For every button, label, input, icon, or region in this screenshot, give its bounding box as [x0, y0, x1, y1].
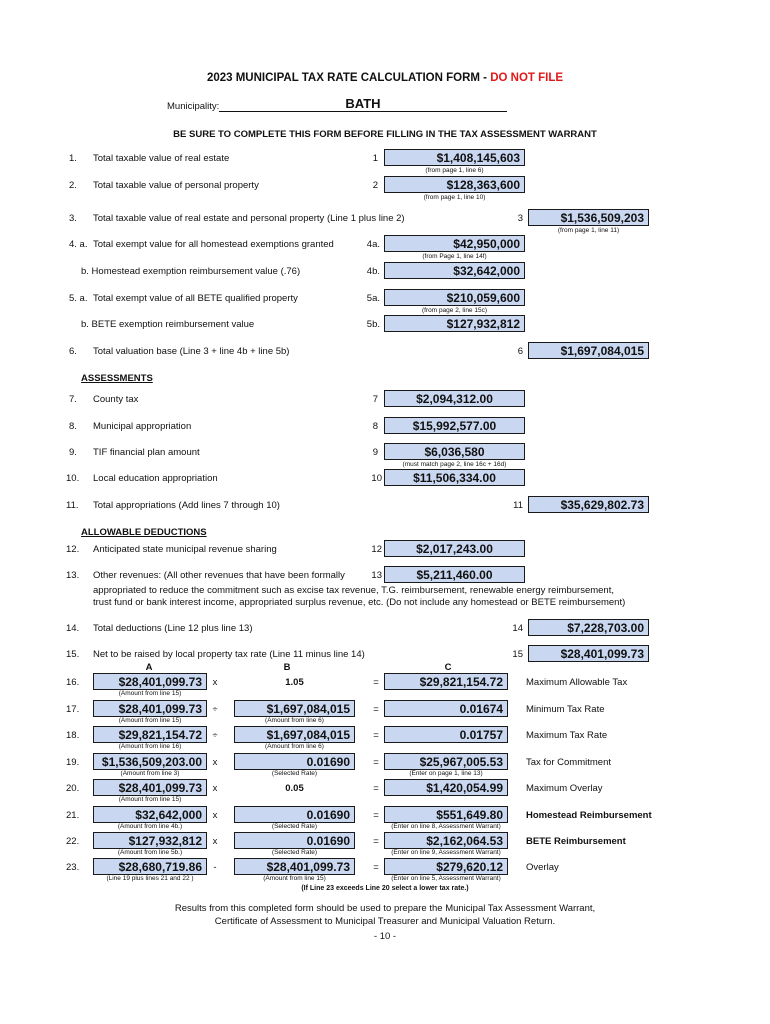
- calc-row-number: 21.: [66, 810, 80, 821]
- line-3-number: 3.: [69, 213, 77, 224]
- line-13-continuation-2: trust fund or bank interest income, appropriated surplus revenue, etc. (Do not include any homestead or BETE reimbursement): [93, 597, 626, 608]
- line-5b-desc: b. BETE exemption reimbursement value: [81, 319, 255, 330]
- line-5b-ref: 5b.: [366, 319, 380, 330]
- line-8-number: 8.: [69, 421, 77, 432]
- line-4a-note: (from Page 1, line 14f): [422, 253, 487, 260]
- column-a-note: (Amount from line 4b.): [117, 823, 183, 830]
- line-9-ref: 9: [372, 447, 378, 458]
- calc-row-number: 17.: [66, 704, 80, 715]
- line-3-desc: Total taxable value of real estate and personal property (Line 1 plus line 2): [93, 213, 405, 224]
- line-7-ref: 7: [372, 394, 378, 405]
- equals-sign: =: [373, 783, 379, 794]
- calc-row-number: 23.: [66, 862, 80, 873]
- instruction-heading: BE SURE TO COMPLETE THIS FORM BEFORE FILLING IN THE TAX ASSESSMENT WARRANT: [173, 129, 597, 140]
- line-13-value[interactable]: $5,211,460.00: [384, 566, 525, 583]
- operator: x: [212, 783, 218, 794]
- line-12-value[interactable]: $2,017,243.00: [384, 540, 525, 557]
- row-result-label: Tax for Commitment: [526, 757, 611, 768]
- deductions-heading: ALLOWABLE DEDUCTIONS: [81, 527, 207, 538]
- column-a-note: (Amount from line 15): [118, 717, 182, 724]
- line-5b-value[interactable]: $127,932,812: [384, 315, 525, 332]
- line-13-number: 13.: [66, 570, 80, 581]
- column-a-note: (Amount from line 5b.): [117, 849, 183, 856]
- line-1-value[interactable]: $1,408,145,603: [384, 149, 525, 166]
- line-7-desc: County tax: [93, 394, 139, 405]
- row-result-label: BETE Reimbursement: [526, 836, 626, 847]
- line-13-continuation-1: appropriated to reduce the commitment such as excise tax revenue, T.G. reimbursement, renewable energy reimbursement,: [93, 585, 614, 596]
- line-14-ref: 14: [512, 623, 523, 634]
- line-10-number: 10.: [66, 473, 80, 484]
- line-11-value[interactable]: $35,629,802.73: [528, 496, 649, 513]
- equals-sign: =: [373, 836, 379, 847]
- row-result-label: Maximum Overlay: [526, 783, 603, 794]
- assessments-heading: ASSESSMENTS: [81, 373, 153, 384]
- line-4a-desc: Total exempt value for all homestead exemptions granted: [93, 239, 334, 250]
- column-c-value[interactable]: $2,162,064.53: [384, 832, 508, 849]
- column-b-value[interactable]: $1,697,084,015: [234, 726, 355, 743]
- column-b-header: B: [283, 662, 291, 673]
- operator: x: [212, 836, 218, 847]
- line-4a-number: 4. a.: [69, 239, 88, 250]
- row-result-label: Homestead Reimbursement: [526, 810, 652, 821]
- column-b-value[interactable]: 0.01690: [234, 753, 355, 770]
- line-10-desc: Local education appropriation: [93, 473, 218, 484]
- line-4b-desc: b. Homestead exemption reimbursement value (.76): [81, 266, 301, 277]
- column-b-note: (Amount from line 15): [263, 875, 326, 882]
- calc-row-number: 19.: [66, 757, 80, 768]
- line-5a-desc: Total exempt value of all BETE qualified property: [93, 293, 298, 304]
- column-c-value[interactable]: $25,967,005.53: [384, 753, 508, 770]
- line-14-number: 14.: [66, 623, 80, 634]
- line-10-value[interactable]: $11,506,334.00: [384, 469, 525, 486]
- calc-row-number: 22.: [66, 836, 80, 847]
- title-do-not-file: DO NOT FILE: [490, 72, 564, 84]
- row-result-label: Maximum Tax Rate: [526, 730, 608, 741]
- line-15-value[interactable]: $28,401,099.73: [528, 645, 649, 662]
- column-a-value[interactable]: $29,821,154.72: [93, 726, 207, 743]
- column-a-note: (Amount from line 15): [118, 690, 182, 697]
- column-a-header: A: [145, 662, 153, 673]
- column-b-value[interactable]: 0.01690: [234, 806, 355, 823]
- line-6-ref: 6: [517, 346, 523, 357]
- column-b-note: (Amount from line 6): [265, 717, 324, 724]
- operator: ÷: [212, 704, 218, 715]
- row-result-label: Minimum Tax Rate: [526, 704, 605, 715]
- line-5a-value[interactable]: $210,059,600: [384, 289, 525, 306]
- column-a-note: (Amount from line 3): [120, 770, 180, 777]
- line-9-number: 9.: [69, 447, 77, 458]
- line-5a-ref: 5a.: [366, 293, 380, 304]
- line-14-value[interactable]: $7,228,703.00: [528, 619, 649, 636]
- line-8-desc: Municipal appropriation: [93, 421, 192, 432]
- line-6-number: 6.: [69, 346, 77, 357]
- line-2-ref: 2: [372, 180, 378, 191]
- column-b-note: (Selected Rate): [271, 849, 318, 856]
- column-c-value[interactable]: $279,620.12: [384, 858, 508, 875]
- title-main: 2023 MUNICIPAL TAX RATE CALCULATION FORM -: [206, 72, 491, 84]
- column-c-value[interactable]: $551,649.80: [384, 806, 508, 823]
- operator: x: [212, 677, 218, 688]
- column-c-value[interactable]: 0.01674: [384, 700, 508, 717]
- column-a-value[interactable]: $28,401,099.73: [93, 673, 207, 690]
- calc-row-number: 16.: [66, 677, 80, 688]
- line-13-ref: 13: [371, 570, 382, 581]
- calc-row-number: 18.: [66, 730, 80, 741]
- line-8-ref: 8: [372, 421, 378, 432]
- line-3-value[interactable]: $1,536,509,203: [528, 209, 649, 226]
- results-line-2: Certificate of Assessment to Municipal Treasurer and Municipal Valuation Return.: [214, 916, 556, 927]
- line-9-value[interactable]: $6,036,580: [384, 443, 525, 460]
- line-1-ref: 1: [372, 153, 378, 164]
- column-a-value[interactable]: $127,932,812: [93, 832, 207, 849]
- overlay-note: (If Line 23 exceeds Line 20 select a lower tax rate.): [301, 885, 469, 892]
- column-a-note: (Line 19 plus lines 21 and 22 ): [106, 875, 194, 882]
- line-9-desc: TIF financial plan amount: [93, 447, 200, 458]
- equals-sign: =: [373, 730, 379, 741]
- form-title: [0, 72, 770, 84]
- line-15-ref: 15: [512, 649, 523, 660]
- operator: x: [212, 757, 218, 768]
- line-9-note: (must match page 2, line 16c + 16d): [402, 461, 507, 468]
- line-4b-value[interactable]: $32,642,000: [384, 262, 525, 279]
- column-b-value[interactable]: 0.01690: [234, 832, 355, 849]
- line-1-number: 1.: [69, 153, 77, 164]
- column-a-value[interactable]: $28,401,099.73: [93, 779, 207, 796]
- line-8-value[interactable]: $15,992,577.00: [384, 417, 525, 434]
- line-10-ref: 10: [371, 473, 382, 484]
- column-b-value[interactable]: $28,401,099.73: [234, 858, 355, 875]
- line-11-ref: 11: [513, 500, 523, 511]
- column-a-value[interactable]: $28,680,719.86: [93, 858, 207, 875]
- line-1-desc: Total taxable value of real estate: [93, 153, 230, 164]
- column-c-note: (Enter on line 9, Assessment Warrant): [391, 849, 501, 856]
- line-6-desc: Total valuation base (Line 3 + line 4b + line 5b): [93, 346, 290, 357]
- row-result-label: Maximum Allowable Tax: [526, 677, 628, 688]
- column-b-note: (Selected Rate): [271, 823, 318, 830]
- line-12-desc: Anticipated state municipal revenue sharing: [93, 544, 277, 555]
- municipality-field[interactable]: BATH: [345, 96, 381, 111]
- municipality-label: Municipality:: [167, 101, 220, 112]
- line-3-ref: 3: [517, 213, 523, 224]
- page-number: - 10 -: [373, 931, 397, 942]
- line-7-number: 7.: [69, 394, 77, 405]
- line-2-desc: Total taxable value of personal property: [93, 180, 259, 191]
- column-a-value[interactable]: $28,401,099.73: [93, 700, 207, 717]
- column-c-note: (Enter on page 1, line 13): [409, 770, 483, 777]
- column-a-value[interactable]: $32,642,000: [93, 806, 207, 823]
- line-7-value[interactable]: $2,094,312.00: [384, 390, 525, 407]
- line-5a-note: (from page 2, line 15c): [421, 307, 488, 314]
- line-3-note: (from page 1, line 11): [557, 227, 620, 234]
- line-12-ref: 12: [371, 544, 382, 555]
- line-4a-value[interactable]: $42,950,000: [384, 235, 525, 252]
- municipality-underline: [219, 111, 507, 112]
- line-15-number: 15.: [66, 649, 80, 660]
- column-a-note: (Amount from line 16): [118, 743, 182, 750]
- equals-sign: =: [373, 757, 379, 768]
- line-15-desc: Net to be raised by local property tax rate (Line 11 minus line 14): [93, 649, 365, 660]
- line-11-desc: Total appropriations (Add lines 7 through 10): [93, 500, 280, 511]
- equals-sign: =: [373, 810, 379, 821]
- column-c-value[interactable]: $1,420,054.99: [384, 779, 508, 796]
- column-b-note: (Amount from line 6): [265, 743, 324, 750]
- line-2-note: (from page 1, line 10): [423, 194, 486, 201]
- line-13-desc: Other revenues: (All other revenues that have been formally: [93, 570, 345, 581]
- equals-sign: =: [373, 677, 379, 688]
- column-c-note: (Enter on line 8, Assessment Warrant): [391, 823, 501, 830]
- line-12-number: 12.: [66, 544, 80, 555]
- operator: x: [212, 810, 218, 821]
- column-c-header: C: [444, 662, 452, 673]
- operator: -: [213, 862, 217, 873]
- equals-sign: =: [373, 862, 379, 873]
- line-2-number: 2.: [69, 180, 77, 191]
- line-1-note: (from page 1, line 6): [425, 167, 484, 174]
- column-c-value[interactable]: $29,821,154.72: [384, 673, 508, 690]
- column-c-value[interactable]: 0.01757: [384, 726, 508, 743]
- column-a-note: (Amount from line 15): [118, 796, 182, 803]
- line-11-number: 11.: [66, 500, 79, 511]
- results-line-1: Results from this completed form should be used to prepare the Municipal Tax Assessment Warrant,: [174, 903, 596, 914]
- equals-sign: =: [373, 704, 379, 715]
- line-5a-number: 5. a.: [69, 293, 88, 304]
- column-b-value: 0.05: [285, 783, 304, 794]
- line-4a-ref: 4a.: [366, 239, 380, 250]
- column-a-value[interactable]: $1,536,509,203.00: [93, 753, 207, 770]
- column-b-value: 1.05: [285, 677, 304, 688]
- column-b-note: (Selected Rate): [271, 770, 318, 777]
- column-c-note: (Enter on line 5, Assessment Warrant): [391, 875, 501, 882]
- line-14-desc: Total deductions (Line 12 plus line 13): [93, 623, 253, 634]
- operator: ÷: [212, 730, 218, 741]
- line-6-value[interactable]: $1,697,084,015: [528, 342, 649, 359]
- row-result-label: Overlay: [526, 862, 559, 873]
- line-4b-ref: 4b.: [366, 266, 380, 277]
- line-2-value[interactable]: $128,363,600: [384, 176, 525, 193]
- column-b-value[interactable]: $1,697,084,015: [234, 700, 355, 717]
- calc-row-number: 20.: [66, 783, 80, 794]
